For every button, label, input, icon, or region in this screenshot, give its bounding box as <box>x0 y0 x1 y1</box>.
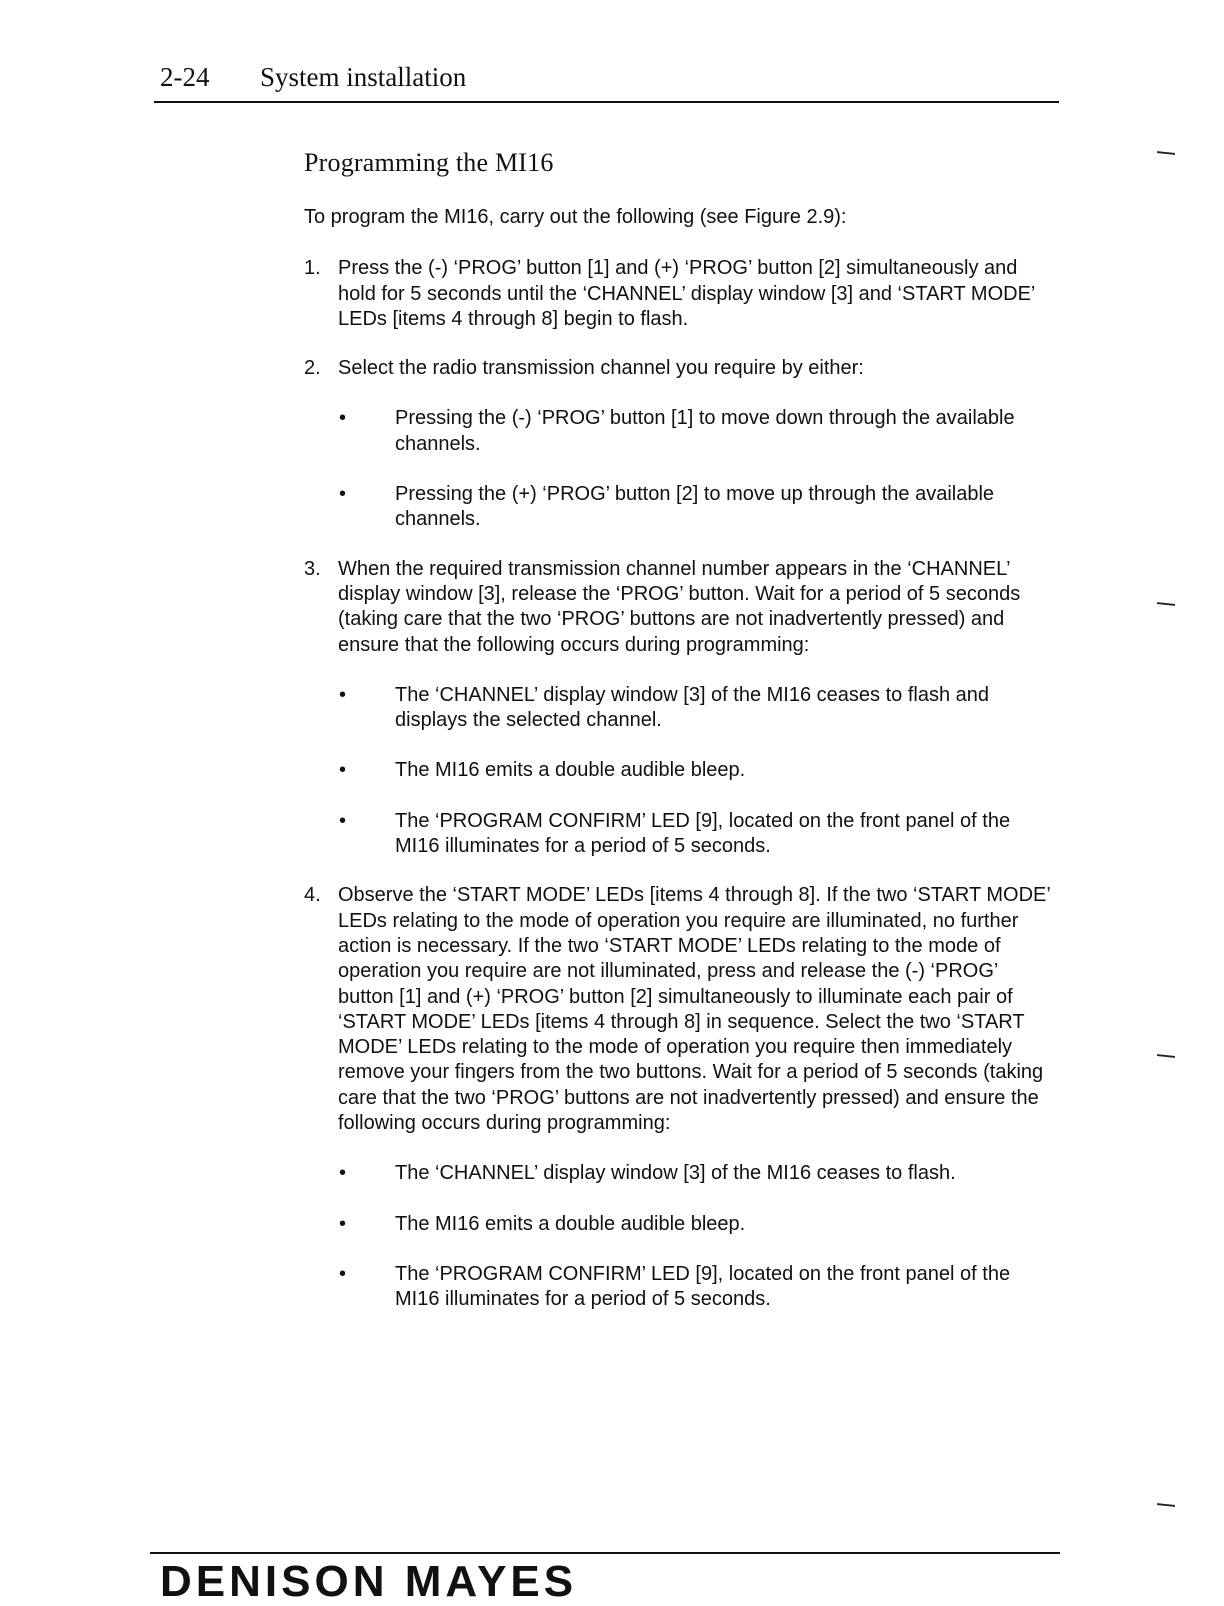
chapter-title: System installation <box>260 62 467 92</box>
margin-mark <box>1157 1054 1175 1058</box>
bullet-item <box>338 482 1056 533</box>
step-text: Press the (-) ‘PROG’ button [1] and (+) ‘PROG’ button [2] simultaneously and hold for 5 seconds until the ‘CHANNEL’ display window [3] and ‘START MODE’ LEDs [items 4 through 8] begin to flash. <box>338 257 1035 330</box>
margin-mark <box>1157 1503 1175 1507</box>
step-number: 1. <box>304 257 321 280</box>
bullet-item <box>338 758 1056 783</box>
step-item <box>304 883 1056 1312</box>
bullet-dot-icon: • <box>339 1162 347 1185</box>
bullet-dot-icon: • <box>339 1212 347 1235</box>
bullet-text: The ‘PROGRAM CONFIRM’ LED [9], located on the front panel of the MI16 illuminates for a period of 5 seconds. <box>395 809 1011 858</box>
step-number: 2. <box>304 357 321 380</box>
step-item <box>304 557 1056 860</box>
bullet-text: The ‘CHANNEL’ display window [3] of the MI16 ceases to flash. <box>395 1162 956 1185</box>
intro-paragraph: To program the MI16, carry out the following (see Figure 2.9): <box>304 206 847 228</box>
bullet-item <box>338 1262 1056 1313</box>
bullet-text: Pressing the (+) ‘PROG’ button [2] to move up through the available channels. <box>395 483 995 531</box>
bullet-text: The MI16 emits a double audible bleep. <box>395 759 746 782</box>
step-number: 4. <box>304 884 321 907</box>
margin-mark <box>1157 602 1175 606</box>
bullet-dot-icon: • <box>339 683 347 706</box>
running-head <box>160 62 466 93</box>
step-text: Select the radio transmission channel you require by either: <box>338 357 864 380</box>
step-text: Observe the ‘START MODE’ LEDs [items 4 through 8]. If the two ‘START MODE’ LEDs relating to the mode of operation you require are illuminated, no further action is necessary. If the two ‘START MODE’ LEDs relating to the mode of operation you require are not illuminated, press and release the (-) ‘PROG’ button [1] and (+) ‘PROG’ button [2] simultaneously to illuminate each pair of ‘START MODE’ LEDs [items 4 through 8] in sequence. Select the two ‘START MODE’ LEDs relating to the mode of operation you require then immediately remove your fingers from the two buttons. Wait for a period of 5 seconds (taking care that the two ‘PROG’ buttons are not inadvertently pressed) and ensure the following occurs during programming: <box>338 884 1051 1135</box>
section-title: Programming the MI16 <box>304 148 554 177</box>
bullet-dot-icon: • <box>339 759 347 782</box>
header-rule <box>154 101 1059 103</box>
bullet-dot-icon: • <box>339 483 347 506</box>
footer-rule <box>150 1552 1060 1554</box>
margin-mark <box>1157 151 1175 155</box>
bullet-item <box>338 809 1056 860</box>
bullet-item <box>338 683 1056 734</box>
bullet-dot-icon: • <box>339 1262 347 1285</box>
step-number: 3. <box>304 557 321 580</box>
step-text: When the required transmission channel number appears in the ‘CHANNEL’ display window [3], release the ‘PROG’ button. Wait for a period of 5 seconds (taking care that the two ‘PROG’ buttons are not inadvertently pressed) and ensure that the following occurs during programming: <box>338 557 1021 656</box>
steps-list <box>304 256 1056 1312</box>
bullet-dot-icon: • <box>339 407 347 430</box>
bullet-list <box>338 1161 1056 1312</box>
step-item <box>304 356 1056 532</box>
step-item <box>304 256 1056 332</box>
bullet-item <box>338 1212 1056 1237</box>
bullet-text: The ‘PROGRAM CONFIRM’ LED [9], located on the front panel of the MI16 illuminates for a period of 5 seconds. <box>395 1262 1011 1311</box>
bullet-text: Pressing the (-) ‘PROG’ button [1] to move down through the available channels. <box>395 407 1015 455</box>
bullet-item <box>338 1161 1056 1186</box>
bullet-item <box>338 406 1056 457</box>
bullet-text: The MI16 emits a double audible bleep. <box>395 1212 746 1235</box>
bullet-list <box>338 406 1056 532</box>
bullet-text: The ‘CHANNEL’ display window [3] of the MI16 ceases to flash and displays the selected channel. <box>395 683 990 732</box>
bullet-dot-icon: • <box>339 809 347 832</box>
brand-logo: DENISON MAYES <box>160 1557 578 1606</box>
bullet-list <box>338 683 1056 859</box>
page-number: 2-24 <box>160 62 210 92</box>
body-content <box>304 205 1056 1337</box>
